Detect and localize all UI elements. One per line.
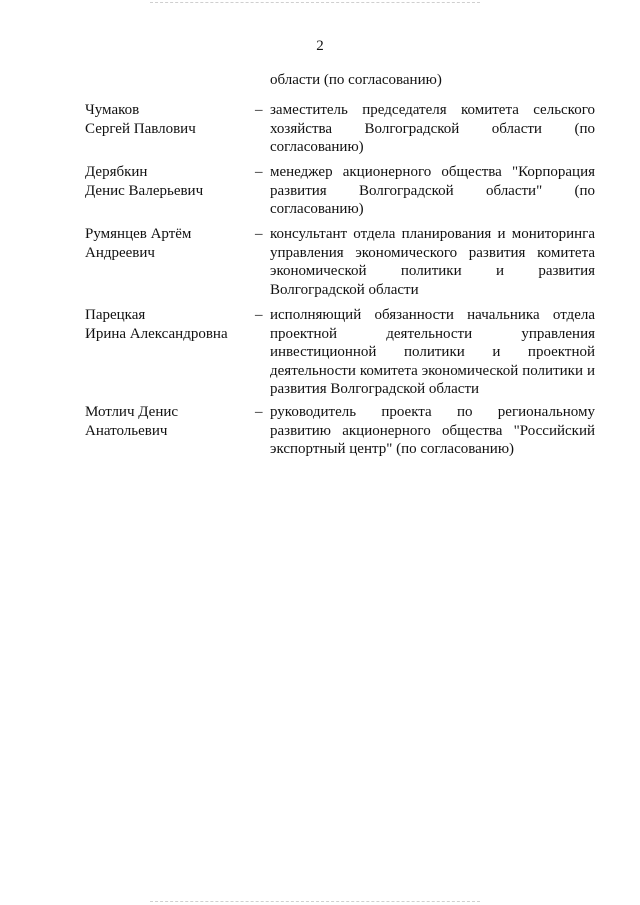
scan-edge-bottom (150, 901, 480, 902)
entry-dash: – (255, 164, 263, 180)
member-name (85, 101, 255, 138)
member-role: руководитель проекта по региональному развитию акционерного общества "Российский экспортный центр" (по согласованию) (270, 404, 595, 457)
member-role: исполняющий обязанности начальника отдела проектной деятельности управления инвестиционной политики и проектной деятельности комитета экономической политики и развития Волгоградской области (270, 307, 595, 397)
member-given-name: Ирина Александровна (85, 325, 228, 342)
member-name (85, 403, 255, 440)
entry-dash: – (255, 102, 263, 118)
member-role: менеджер акционерного общества "Корпорация развития Волгоградской области" (по согласованию) (270, 164, 595, 217)
scan-edge-top (150, 2, 480, 3)
member-role: заместитель председателя комитета сельского хозяйства Волгоградской области (по согласованию) (270, 102, 595, 155)
member-surname: Чумаков (85, 102, 140, 118)
member-given-name: Анатольевич (85, 422, 168, 439)
member-name (85, 163, 255, 200)
member-given-name: Сергей Павлович (85, 120, 196, 137)
member-given-name: Денис Валерьевич (85, 182, 204, 199)
member-role: консультант отдела планирования и мониторинга управления экономического развития комитета экономической политики и развития Волгоградской области (270, 226, 595, 298)
entry-dash: – (255, 307, 263, 323)
entry-dash: – (255, 226, 263, 242)
member-name (85, 225, 255, 262)
entry-dash: – (255, 404, 263, 420)
member-given-name: Андреевич (85, 244, 155, 261)
member-surname: Румянцев Артём (85, 226, 192, 242)
member-name (85, 306, 255, 343)
member-surname: Парецкая (85, 307, 146, 323)
member-surname: Дерябкин (85, 164, 148, 180)
continuation-text: области (по согласованию) (270, 72, 442, 88)
member-surname: Мотлич Денис (85, 404, 179, 420)
page-number: 2 (316, 38, 324, 54)
